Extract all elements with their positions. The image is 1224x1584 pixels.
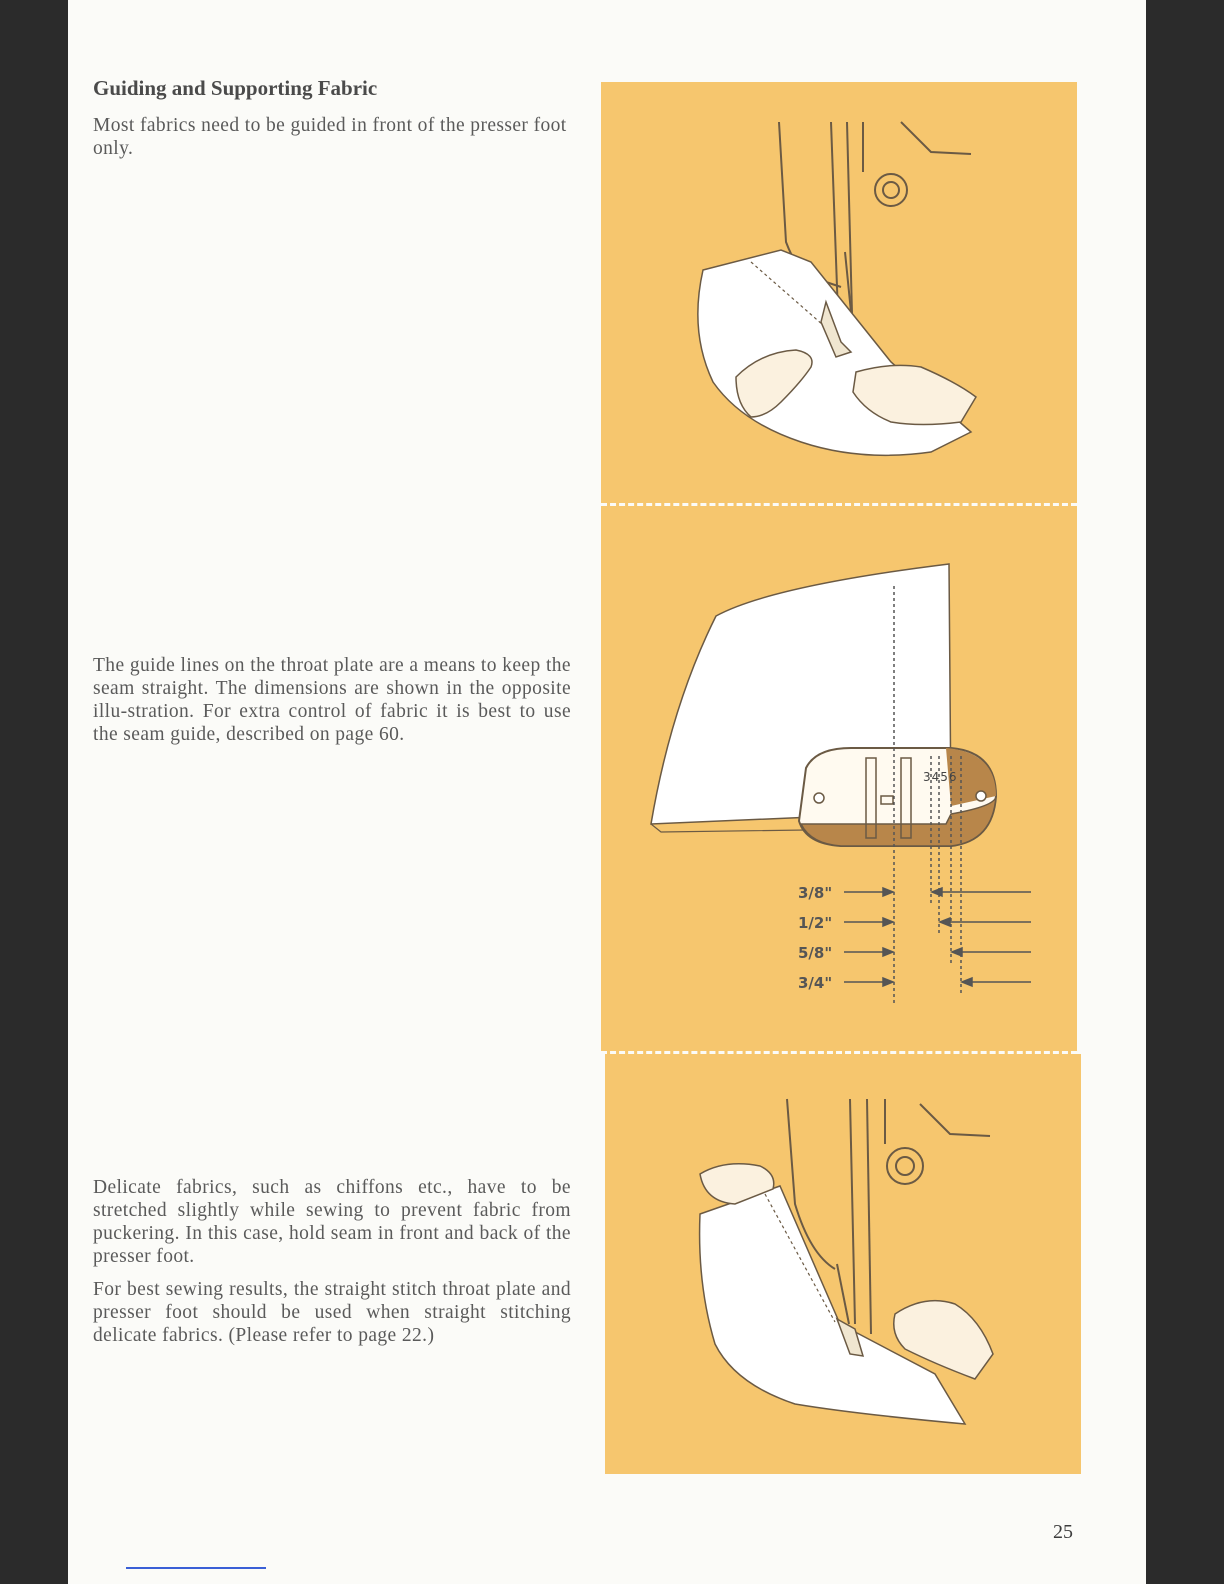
footer-rule	[126, 1567, 266, 1569]
measurement-label: 5/8"	[798, 944, 833, 962]
measurement-label: 3/4"	[798, 974, 833, 992]
document-page	[68, 0, 1146, 1584]
illustration-throat-plate	[601, 506, 1077, 1054]
section-heading: Guiding and Supporting Fabric	[93, 76, 378, 100]
measurement-label: 1/2"	[798, 914, 833, 932]
paragraph-guiding: Most fabrics need to be guided in front of the presser foot only.	[93, 115, 567, 159]
illustration-delicate-fabric	[605, 1054, 1081, 1474]
page-number: 25	[1053, 1521, 1073, 1543]
measurement-label: 3/8"	[798, 884, 833, 902]
throat-plate-numbers: 3456	[923, 770, 958, 784]
illustration-guiding-fabric	[601, 82, 1077, 506]
paragraph-delicate-fabrics: Delicate fabrics, such as chiffons etc., have to be stretched slightly while sewing to prevent fabric from puckering. In this case, hold seam in front and back of the presser foot.	[93, 1177, 571, 1267]
paragraph-guide-lines: The guide lines on the throat plate are a means to keep the seam straight. The dimensions are shown in the opposite illu-stration. For extra control of fabric it is best to use the seam guide, described on page 60.	[93, 655, 571, 745]
paragraph-best-results: For best sewing results, the straight stitch throat plate and presser foot should be used when straight stitching delicate fabrics. (Please refer to page 22.)	[93, 1279, 571, 1346]
